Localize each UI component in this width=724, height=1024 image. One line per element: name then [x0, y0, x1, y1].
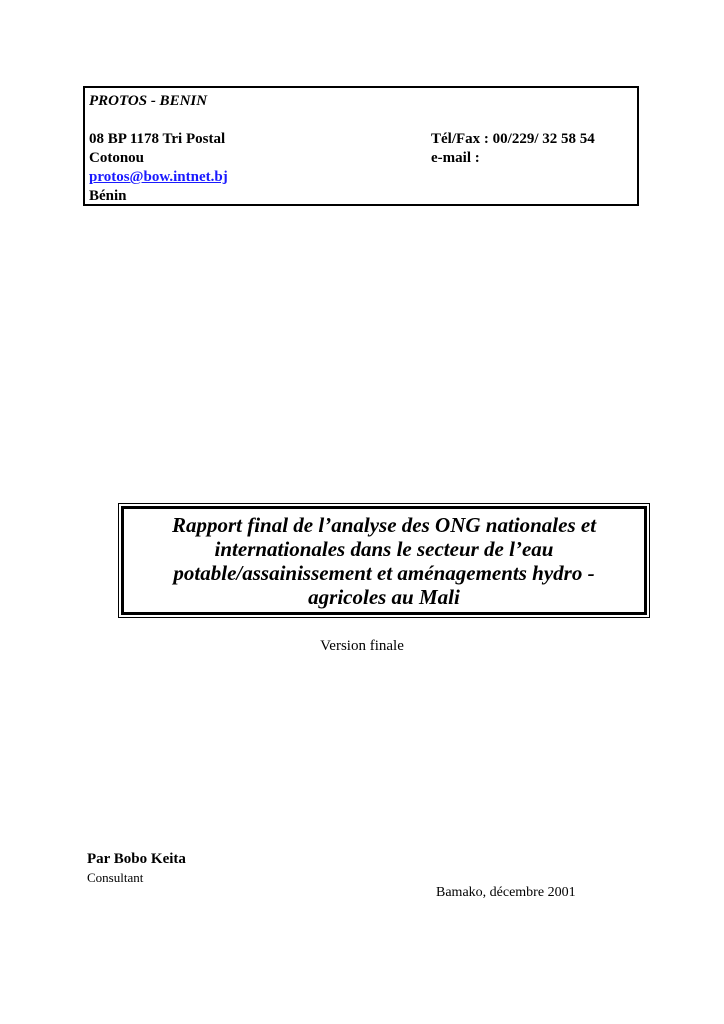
author: Par Bobo Keita — [87, 851, 186, 867]
address-block — [89, 130, 228, 206]
country: Bénin — [89, 188, 127, 204]
contact-box — [83, 86, 639, 206]
email-label: e-mail : — [431, 150, 480, 166]
place-date: Bamako, décembre 2001 — [436, 885, 576, 900]
title-box — [118, 503, 650, 618]
telfax: Tél/Fax : 00/229/ 32 58 54 — [431, 131, 595, 147]
address-line-2: Cotonou — [89, 150, 145, 166]
author-role: Consultant — [87, 870, 144, 885]
version-label: Version finale — [320, 638, 404, 654]
title-inner-border — [121, 506, 647, 615]
address-line-1: 08 BP 1178 Tri Postal — [89, 131, 226, 147]
report-title: Rapport final de l’analyse des ONG nationales et internationales dans le secteur de l’eau potable/assainissement et aménagements hydro - agricoles au Mali — [171, 512, 597, 609]
email-link[interactable]: protos@bow.intnet.bj — [89, 169, 228, 185]
organization-name: PROTOS - BENIN — [89, 93, 208, 109]
contact-details — [431, 130, 595, 168]
